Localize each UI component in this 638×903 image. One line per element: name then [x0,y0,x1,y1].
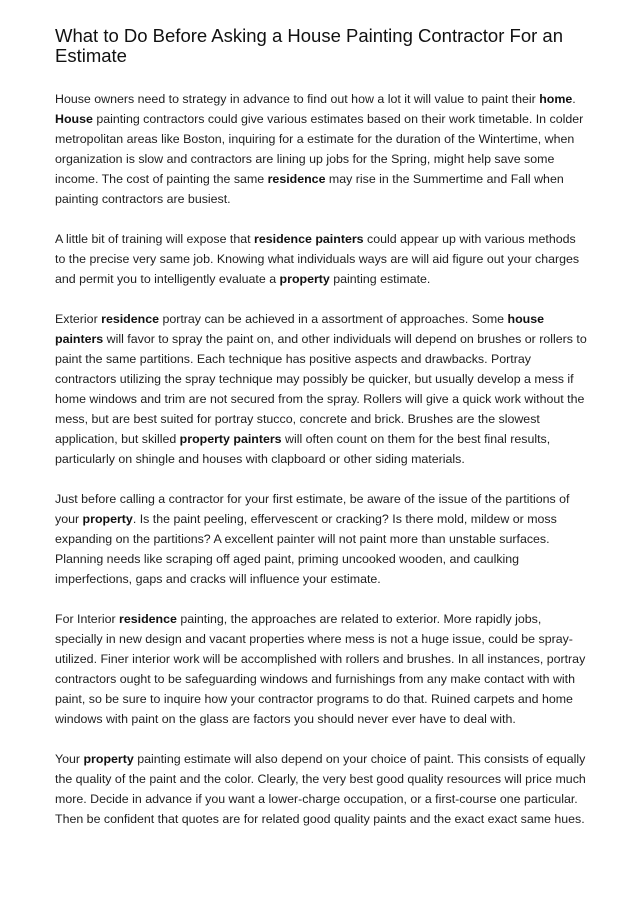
keyword-house: House [55,112,93,126]
keyword-residence: residence [119,612,177,626]
keyword-property: property [279,272,330,286]
document-title: What to Do Before Asking a House Painting Contractor For an Estimate [55,25,563,66]
keyword-house-painters: house painters [55,312,545,346]
text-run: Just before calling a contractor for your first estimate, be aware of the issue of the partitions of your [55,492,570,526]
paragraph-2 [55,229,588,289]
text-run: painting estimate will also depend on your choice of paint. This consists of equally the quality of the paint and the color. Clearly, the very best good quality resources will price much more. Decide in advance if you want a lower-charge occupation, or a first-course one particular. Then be confident that quotes are for related good quality paints and the exact exact same hues. [55,752,586,826]
text-run: . [572,92,576,106]
keyword-property: property [82,512,133,526]
text-run: will favor to spray the paint on, and other individuals will depend on brushes or rollers to paint the same partitions. Each technique has positive aspects and drawbacks. Portray contractors utilizing the spray technique may possibly be quicker, but usually develop a mess if home windows and trim are not secured from the spray. Rollers will give a quick work without the mess, but are best suited for portray stucco, concrete and brick. Brushes are the slowest application, but skilled [55,332,587,446]
paragraph-5 [55,609,588,729]
keyword-residence: residence [101,312,159,326]
text-run: painting contractors could give various estimates based on their work timetable. In colder metropolitan areas like Boston, inquiring for a estimate for the duration of the Wintertime, when organization is slow and contractors are lining up jobs for the Spring, might help save some income. The cost of painting the same [55,112,584,186]
text-run: A little bit of training will expose that [55,232,255,246]
keyword-residence: residence [267,172,326,186]
text-run: . Is the paint peeling, effervescent or cracking? Is there mold, mildew or moss expanding on the partitions? A excellent painter will not paint more than unstable surfaces. Planning needs like scraping off aged paint, priming uncooked wooden, and caulking imperfections, gaps and cracks will influence your estimate. [55,512,557,586]
text-run: Your [55,752,84,766]
text-run: could appear up with various methods to the precise very same job. Knowing what individuals ways are will aid figure out your charges and permit you to intelligently evaluate a [55,232,580,286]
keyword-property: property [83,752,134,766]
keyword-residence-painters: residence painters [254,232,364,246]
paragraph-1 [55,89,588,209]
text-run: portray can be achieved in a assortment of approaches. Some [159,312,508,326]
paragraph-4 [55,489,588,589]
text-run: For Interior [55,612,120,626]
text-run: painting estimate. [329,272,431,286]
keyword-property-painters: property painters [179,432,282,446]
text-run: Exterior [55,312,102,326]
keyword-home: home [539,92,573,106]
text-run: will often count on them for the best final results, particularly on shingle and houses with clapboard or other siding materials. [55,432,551,466]
paragraph-3 [55,309,588,469]
paragraph-6 [55,749,588,829]
text-run: painting, the approaches are related to exterior. More rapidly jobs, specially in new design and vacant properties where mess is not a huge issue, could be spray-utilized. Finer interior work will be accomplished with rollers and brushes. In all instances, portray contractors ought to be safeguarding windows and furnishings from any make contact with with paint, so be sure to inquire how your contractor programs to do that. Ruined carpets and home windows with paint on the glass are factors you should never ever have to deal with. [55,612,586,726]
text-run: may rise in the Summertime and Fall when painting contractors are busiest. [55,172,564,206]
text-run: House owners need to strategy in advance to find out how a lot it will value to paint their [55,92,540,106]
